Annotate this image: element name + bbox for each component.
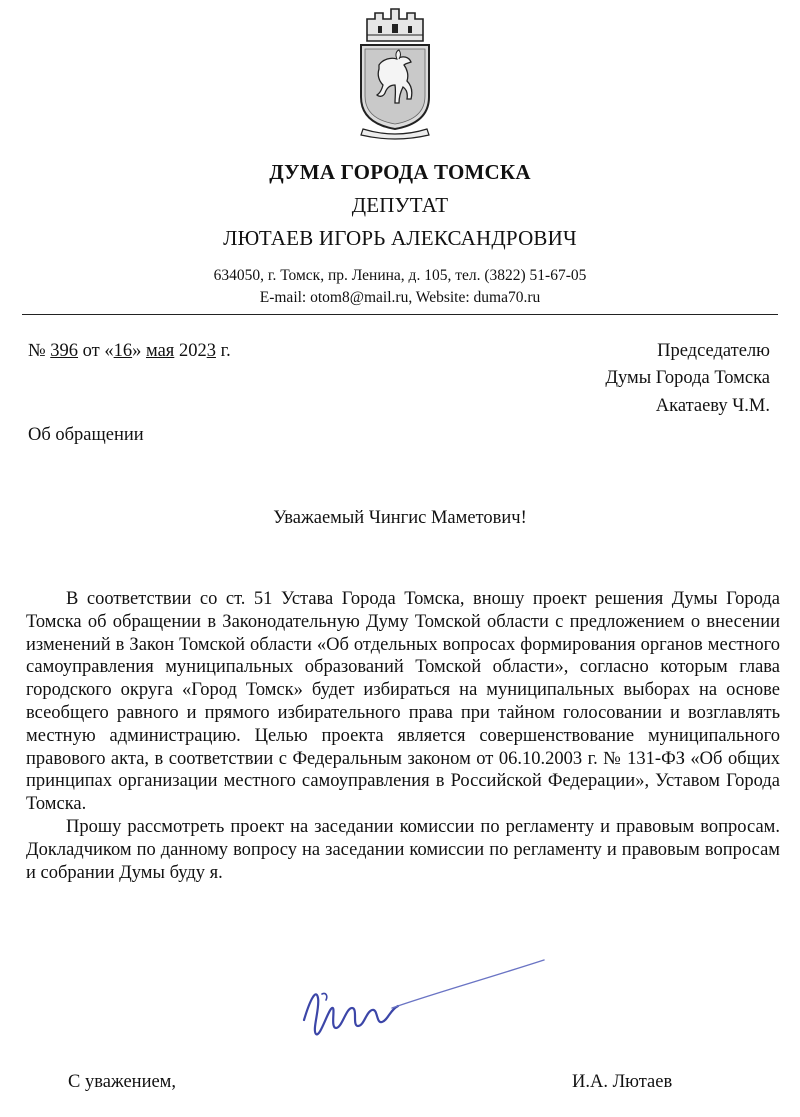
reg-year-prefix: 202: [178, 341, 207, 361]
registration-number: [28, 341, 231, 362]
handwritten-signature: [282, 950, 552, 1050]
reg-from: от «: [82, 341, 114, 361]
addressee-line-3: Акатаеву Ч.М.: [655, 396, 770, 416]
address-line: 634050, г. Томск, пр. Ленина, д. 105, тел. (3822) 51-67-05: [213, 267, 587, 284]
body-paragraph-2: Прошу рассмотреть проект на заседании комиссии по регламенту и правовым вопросам. Докладчиком по данному вопросу на заседании комиссии по регламенту и правовым вопросам и собрании Думы буду я.: [26, 816, 780, 883]
reg-year-suffix: г.: [220, 341, 231, 361]
reg-number: 396: [50, 341, 79, 361]
letter-body: [26, 588, 780, 884]
tomsk-coat-of-arms-icon: [349, 5, 441, 142]
addressee-line-1: Председателю: [657, 341, 770, 361]
reg-day-close: »: [132, 341, 142, 361]
reg-prefix: №: [28, 341, 46, 361]
header-divider: [22, 314, 778, 315]
subject-line: Об обращении: [28, 425, 144, 445]
reg-month: мая: [146, 341, 175, 361]
position-title: ДЕПУТАТ: [351, 193, 449, 217]
reg-day: 16: [113, 341, 133, 361]
contacts-line: E-mail: otom8@mail.ru, Website: duma70.ru: [259, 289, 541, 306]
closing-phrase: С уважением,: [68, 1072, 177, 1092]
deputy-name: ЛЮТАЕВ ИГОРЬ АЛЕКСАНДРОВИЧ: [223, 226, 577, 250]
body-paragraph-1: В соответствии со ст. 51 Устава Города Томска, вношу проект решения Думы Города Томска об обращении в Законодательную Думу Томской области с предложением о внесении изменений в Закон Томской области «Об отдельных вопросах формирования органов местного самоуправления муниципальных образований Томской области», согласно которым глава городского округа «Город Томск» будет избираться на муниципальных выборах на основе всеобщего равного и прямого избирательного права при тайном голосовании и возглавлять местную администрацию. Целью проекта является совершенствование муниципального правового акта, в соответствии с Федеральным законом от 06.10.2003 г. № 131-ФЗ «Об общих принципах организации местного самоуправления в Российской Федерации», Уставом Города Томска.: [26, 589, 780, 815]
addressee-line-2: Думы Города Томска: [605, 368, 770, 388]
reg-year-last: 3: [206, 341, 216, 361]
signer-name: И.А. Лютаев: [572, 1072, 673, 1092]
greeting: Уважаемый Чингис Маметович!: [273, 508, 527, 528]
org-name: ДУМА ГОРОДА ТОМСКА: [269, 160, 531, 184]
